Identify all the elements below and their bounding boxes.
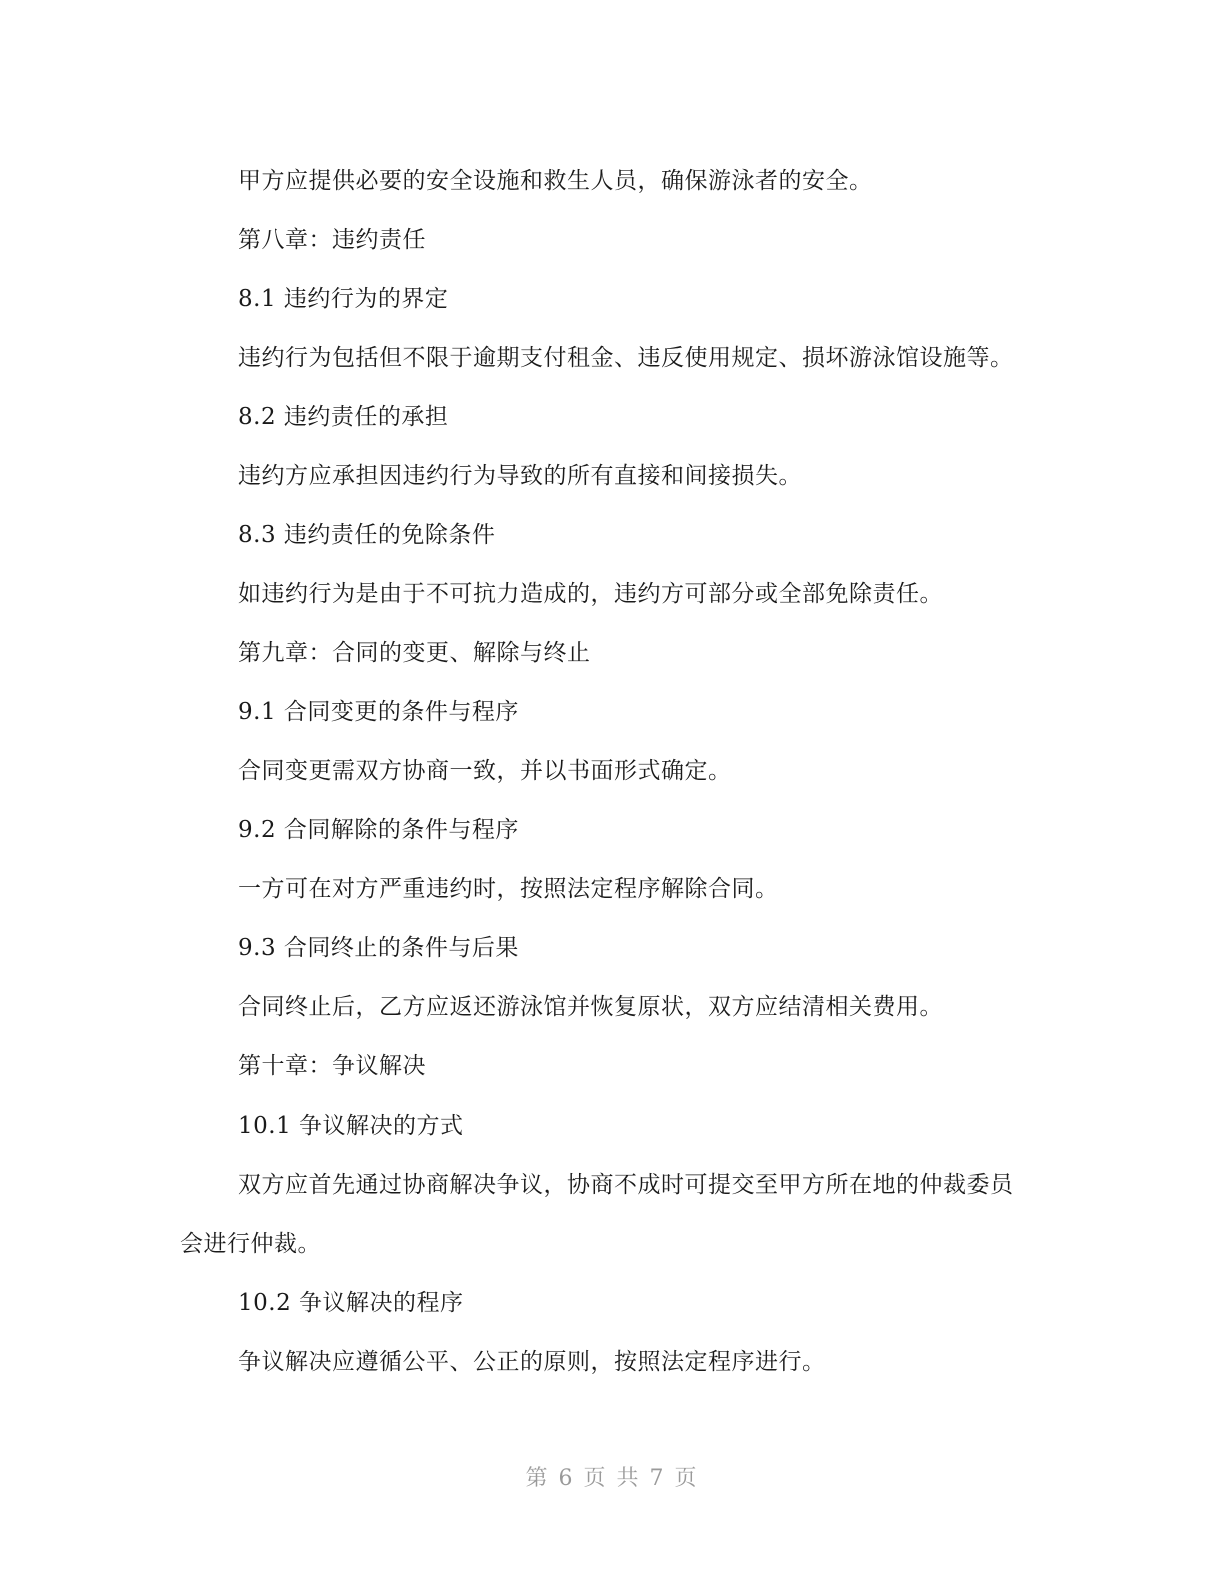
chapter-9-heading: 第九章：合同的变更、解除与终止 xyxy=(238,640,591,666)
paragraph-10-1: 双方应首先通过协商解决争议，协商不成时可提交至甲方所在地的仲裁委员 xyxy=(238,1172,1014,1198)
paragraph-10-2: 争议解决应遵循公平、公正的原则，按照法定程序进行。 xyxy=(238,1349,826,1375)
section-10-1-heading: 10.1 争议解决的方式 xyxy=(238,1113,464,1139)
paragraph-9-3: 合同终止后，乙方应返还游泳馆并恢复原状，双方应结清相关费用。 xyxy=(238,994,943,1020)
section-9-1-heading: 9.1 合同变更的条件与程序 xyxy=(238,699,519,725)
section-10-2-heading: 10.2 争议解决的程序 xyxy=(238,1290,464,1316)
page-number-footer: 第 6 页 共 7 页 xyxy=(525,1466,699,1491)
section-9-2-heading: 9.2 合同解除的条件与程序 xyxy=(238,817,519,843)
paragraph-9-1: 合同变更需双方协商一致，并以书面形式确定。 xyxy=(238,758,732,784)
section-8-2-heading: 8.2 违约责任的承担 xyxy=(238,404,449,430)
section-8-1-heading: 8.1 违约行为的界定 xyxy=(238,286,449,312)
chapter-8-heading: 第八章：违约责任 xyxy=(238,227,426,253)
chapter-10-heading: 第十章：争议解决 xyxy=(238,1053,426,1079)
section-8-3-heading: 8.3 违约责任的免除条件 xyxy=(238,522,496,548)
paragraph-9-2: 一方可在对方严重违约时，按照法定程序解除合同。 xyxy=(238,876,779,902)
paragraph-8-2: 违约方应承担因违约行为导致的所有直接和间接损失。 xyxy=(238,463,802,489)
paragraph-safety-facilities: 甲方应提供必要的安全设施和救生人员，确保游泳者的安全。 xyxy=(238,168,873,194)
paragraph-10-1-continued: 会进行仲裁。 xyxy=(180,1231,321,1257)
paragraph-8-1: 违约行为包括但不限于逾期支付租金、违反使用规定、损坏游泳馆设施等。 xyxy=(238,345,1014,371)
section-9-3-heading: 9.3 合同终止的条件与后果 xyxy=(238,935,519,961)
paragraph-8-3: 如违约行为是由于不可抗力造成的，违约方可部分或全部免除责任。 xyxy=(238,581,943,607)
